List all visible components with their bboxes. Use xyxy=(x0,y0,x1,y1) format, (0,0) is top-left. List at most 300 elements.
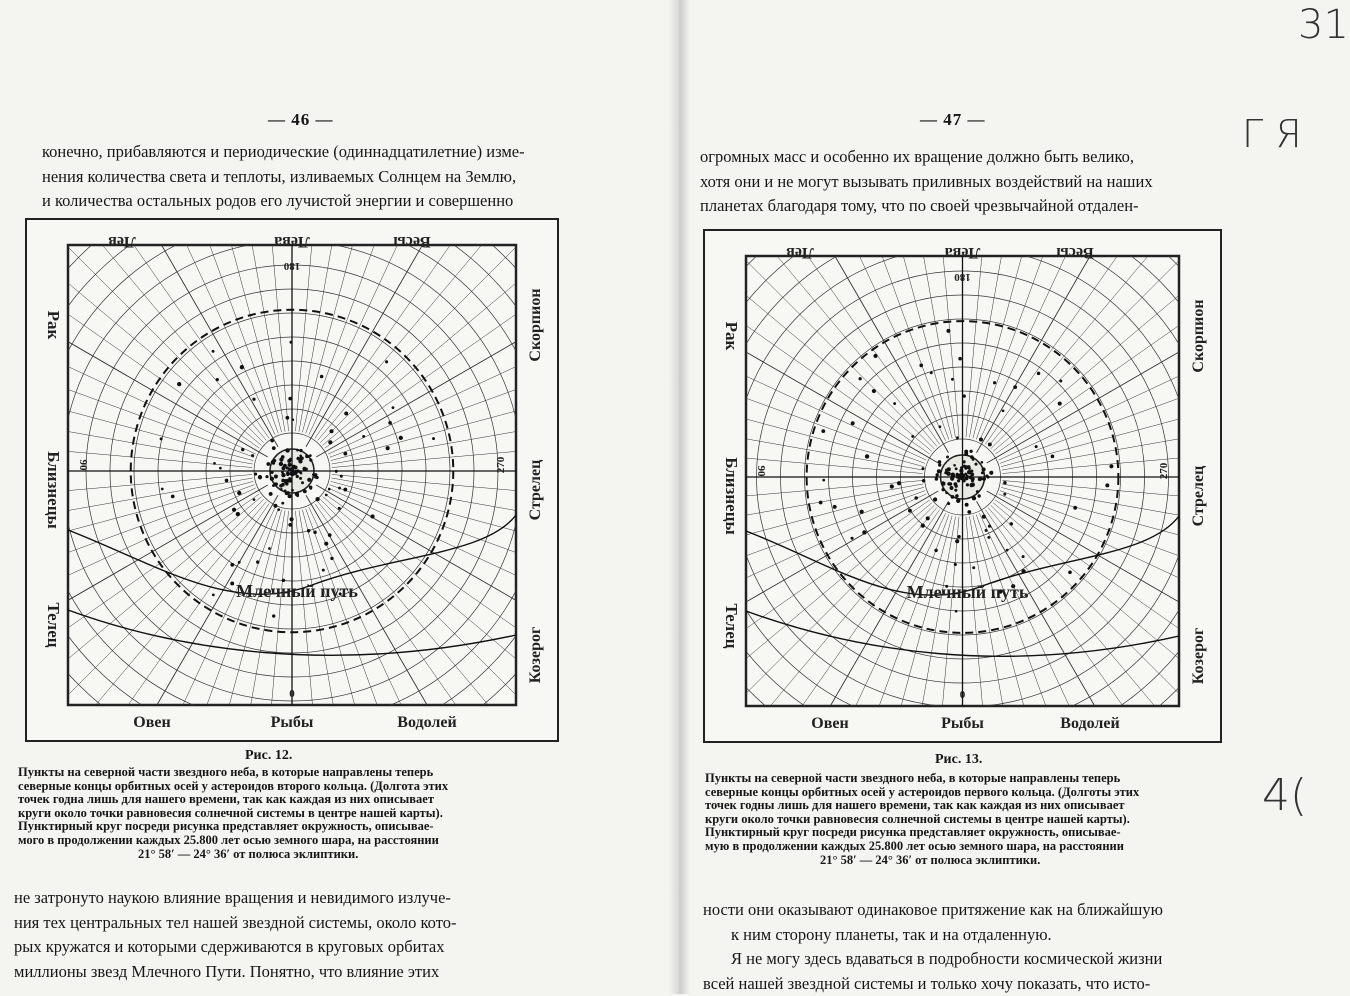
star-point xyxy=(285,416,289,420)
star-point xyxy=(285,448,289,452)
star-point xyxy=(328,533,332,537)
star-point xyxy=(833,505,837,509)
star-point xyxy=(822,479,825,482)
star-point xyxy=(1021,569,1025,573)
star-point xyxy=(970,472,974,476)
star-point xyxy=(964,473,967,476)
star-point xyxy=(309,459,312,462)
zodiac-label: Водолей xyxy=(397,714,456,731)
star-point xyxy=(307,529,310,532)
zodiac-label: Весы xyxy=(1056,244,1094,261)
star-point xyxy=(299,455,302,458)
star-point xyxy=(954,489,957,492)
star-point xyxy=(968,467,971,470)
text-line: нения количества света и теплоты, изливаемых Солнцем на Землю, xyxy=(42,165,562,190)
star-point xyxy=(238,561,241,564)
star-point xyxy=(982,515,986,519)
star-point xyxy=(971,477,975,481)
star-point xyxy=(289,458,292,461)
star-point xyxy=(972,566,975,569)
caption-line: Пунктирный круг посреди рисунка представляет окружность, описывае- xyxy=(705,826,1225,840)
star-point xyxy=(988,442,992,446)
zodiac-label: Телец xyxy=(44,602,63,647)
star-point xyxy=(1037,372,1040,375)
star-point xyxy=(954,563,957,566)
star-point xyxy=(987,476,990,479)
star-point xyxy=(957,479,960,482)
star-point xyxy=(1006,549,1009,552)
star-point xyxy=(252,398,255,401)
star-point xyxy=(981,461,984,464)
star-point xyxy=(291,489,294,492)
star-point xyxy=(963,465,966,468)
text-line: ния тех центральных тел нашей звездной системы, около кото- xyxy=(14,911,534,936)
star-point xyxy=(392,406,395,409)
figure-caption xyxy=(705,772,1225,867)
star-point xyxy=(251,454,254,457)
text-line: не затронуто наукою влияние вращения и невидимого излуче- xyxy=(14,886,534,911)
star-point xyxy=(313,530,317,534)
star-point xyxy=(985,529,988,532)
star-point xyxy=(908,509,912,513)
star-point xyxy=(230,582,234,586)
star-point xyxy=(288,397,292,401)
star-point xyxy=(237,491,241,495)
star-point xyxy=(970,455,974,459)
star-point xyxy=(959,469,963,473)
star-point xyxy=(270,439,274,443)
degree-label: 180 xyxy=(283,260,300,272)
zodiac-label: Лев xyxy=(108,233,136,250)
star-point xyxy=(432,437,435,440)
star-point xyxy=(1058,402,1062,406)
star-point xyxy=(897,481,901,485)
star-point xyxy=(299,477,302,480)
star-point xyxy=(338,487,341,490)
star-point xyxy=(978,477,982,481)
zodiac-label: Лева xyxy=(274,233,310,250)
star-point xyxy=(289,341,292,344)
text-line: огромных масс и особенно их вращение должно быть велико, xyxy=(700,145,1220,170)
degree-label: 270 xyxy=(495,456,507,473)
star-point xyxy=(269,492,273,496)
caption-line: 21° 58′ — 24° 36′ от полюса эклиптики. xyxy=(705,854,1225,868)
star-point xyxy=(340,475,343,478)
caption-line: круги около точки равновесия солнечной системы в центре нашей карты). xyxy=(18,807,538,821)
star-point xyxy=(933,497,937,501)
text-line: миллионы звезд Млечного Пути. Понятно, что влияние этих xyxy=(14,960,534,985)
star-point xyxy=(216,378,219,381)
star-point xyxy=(288,523,292,527)
star-point xyxy=(872,389,876,393)
handwritten-margin-note: Г Я xyxy=(1242,112,1302,156)
star-point xyxy=(388,421,392,425)
star-point xyxy=(256,560,259,563)
star-point xyxy=(967,510,971,514)
text-line: планетах благодаря тому, что по своей чрезвычайной отдален- xyxy=(700,194,1220,219)
zodiac-label: Овен xyxy=(811,715,848,732)
star-point xyxy=(303,489,307,493)
star-point xyxy=(265,475,268,478)
star-point xyxy=(284,490,287,493)
degree-label: 0 xyxy=(960,689,966,701)
star-point xyxy=(362,435,365,438)
star-point xyxy=(954,482,958,486)
caption-line: мого в продолжении каждых 25.800 лет осью земного шара, на расстоянии xyxy=(18,834,538,848)
star-point xyxy=(287,463,291,467)
star-point xyxy=(288,494,292,498)
star-point xyxy=(970,469,973,472)
star-point xyxy=(821,429,825,433)
star-point xyxy=(951,472,955,476)
star-point xyxy=(335,470,338,473)
star-point xyxy=(987,536,990,539)
star-point xyxy=(315,497,319,501)
star-point xyxy=(956,475,959,478)
zodiac-label: Стрелец xyxy=(527,460,544,521)
star-point xyxy=(953,464,956,467)
zodiac-label: Близнецы xyxy=(44,451,63,529)
zodiac-label: Овен xyxy=(133,714,170,731)
star-point xyxy=(277,508,280,511)
star-point xyxy=(322,569,325,572)
degree-label: 90 xyxy=(77,460,89,472)
star-map-figure xyxy=(22,215,562,745)
caption-line: Пункты на северной части звездного неба, в которые направлены теперь xyxy=(18,766,538,780)
star-point xyxy=(851,421,855,425)
star-point xyxy=(982,477,986,481)
star-point xyxy=(965,503,969,507)
star-point xyxy=(399,436,403,440)
star-point xyxy=(272,461,276,465)
star-point xyxy=(309,454,312,457)
star-point xyxy=(213,462,216,465)
star-point xyxy=(301,481,304,484)
star-point xyxy=(1059,379,1062,382)
star-point xyxy=(338,507,341,510)
top-paragraph xyxy=(700,145,1220,219)
star-point xyxy=(934,549,937,552)
top-paragraph xyxy=(42,140,562,214)
star-point xyxy=(955,610,958,613)
star-point xyxy=(290,469,294,473)
figure-title: Рис. 13. xyxy=(935,752,982,768)
star-point xyxy=(922,479,926,483)
star-point xyxy=(993,381,996,384)
star-point xyxy=(329,429,333,433)
star-point xyxy=(972,496,976,500)
text-line: к ним сторону планеты, так и на отдаленную. xyxy=(703,923,1223,948)
zodiac-label: Весы xyxy=(393,233,431,250)
zodiac-label: Рак xyxy=(44,311,63,340)
caption-line: точек годны лишь для нашего времени, так как каждая из них описывает xyxy=(705,799,1225,813)
star-point xyxy=(292,418,295,421)
star-point xyxy=(947,502,950,505)
star-point xyxy=(296,449,299,452)
star-point xyxy=(914,496,917,499)
star-point xyxy=(873,354,877,358)
caption-line: 21° 58′ — 24° 36′ от полюса эклиптики. xyxy=(18,848,538,862)
star-point xyxy=(268,547,271,550)
star-point xyxy=(919,364,923,368)
zodiac-label: Рыбы xyxy=(941,715,984,732)
star-point xyxy=(951,378,954,381)
star-point xyxy=(978,494,981,497)
star-point xyxy=(921,524,925,528)
star-point xyxy=(289,517,293,521)
star-point xyxy=(942,481,945,484)
milky-way-label: Млечный путь xyxy=(907,582,1029,602)
text-line: конечно, прибавляются и периодические (одиннадцатилетние) изме- xyxy=(42,140,562,165)
caption-line: Пунктирный круг посреди рисунка представляет окружность, описывае- xyxy=(18,820,538,834)
star-point xyxy=(324,542,328,546)
star-point xyxy=(1010,522,1014,526)
star-point xyxy=(922,467,925,470)
figure-title: Рис. 12. xyxy=(245,748,292,764)
milky-way-label: Млечный путь xyxy=(236,581,358,601)
zodiac-label: Лева xyxy=(945,244,981,261)
star-point xyxy=(941,488,944,491)
star-point xyxy=(281,471,284,474)
zodiac-label: Скорпион xyxy=(527,288,544,361)
star-point xyxy=(232,508,236,512)
handwritten-margin-note: 4( xyxy=(1262,770,1307,821)
star-point xyxy=(860,510,864,514)
star-point xyxy=(328,488,331,491)
star-point xyxy=(851,537,854,540)
star-point xyxy=(386,446,390,450)
bottom-paragraph xyxy=(14,886,534,984)
star-point xyxy=(962,394,965,397)
star-point xyxy=(307,478,311,482)
star-point xyxy=(1022,555,1025,558)
star-point xyxy=(273,504,277,508)
zodiac-label: Рак xyxy=(722,322,741,351)
star-point xyxy=(274,475,278,479)
star-point xyxy=(937,469,941,473)
star-point xyxy=(270,477,274,481)
star-point xyxy=(280,488,283,491)
star-point xyxy=(955,467,958,470)
star-point xyxy=(979,438,983,442)
star-point xyxy=(969,483,973,487)
star-point xyxy=(1003,481,1007,485)
star-point xyxy=(328,440,332,444)
star-point xyxy=(1035,445,1038,448)
star-point xyxy=(1002,409,1005,412)
star-point xyxy=(935,473,938,476)
star-point xyxy=(862,530,866,534)
star-point xyxy=(320,375,324,379)
star-point xyxy=(926,516,930,520)
star-point xyxy=(981,471,984,474)
star-point xyxy=(171,495,175,499)
star-point xyxy=(281,455,285,459)
zodiac-label: Телец xyxy=(722,603,741,648)
degree-label: 0 xyxy=(289,688,295,700)
caption-line: Пункты на северной части звездного неба, в которые направлены теперь xyxy=(705,772,1225,786)
star-point xyxy=(966,483,969,486)
star-point xyxy=(1003,493,1006,496)
star-point xyxy=(281,502,284,505)
star-point xyxy=(286,491,289,494)
figure-caption xyxy=(18,766,538,861)
star-point xyxy=(258,475,262,479)
star-point xyxy=(266,462,270,466)
star-point xyxy=(950,486,954,490)
star-point xyxy=(253,498,256,501)
star-point xyxy=(279,462,283,466)
star-point xyxy=(939,425,942,428)
degree-label: 90 xyxy=(755,466,767,478)
star-point xyxy=(958,357,962,361)
star-point xyxy=(938,460,942,464)
star-point xyxy=(298,458,301,461)
star-map-figure xyxy=(700,226,1225,746)
star-point xyxy=(1068,570,1072,574)
zodiac-label: Скорпион xyxy=(1190,299,1207,372)
bottom-paragraph xyxy=(703,898,1223,996)
star-point xyxy=(930,371,933,374)
star-point xyxy=(962,479,966,483)
star-point xyxy=(177,382,181,386)
star-point xyxy=(1073,506,1077,510)
star-point xyxy=(305,454,309,458)
star-point xyxy=(976,490,979,493)
text-line: хотя они и не могут вызывать приливных воздействий на наших xyxy=(700,170,1220,195)
star-point xyxy=(911,435,914,438)
zodiac-label: Козерог xyxy=(1190,628,1207,685)
star-point xyxy=(236,512,240,516)
star-point xyxy=(956,499,960,503)
star-point xyxy=(330,557,333,560)
star-point xyxy=(893,402,896,405)
zodiac-label: Водолей xyxy=(1060,715,1119,732)
zodiac-label: Лев xyxy=(786,244,814,261)
star-point xyxy=(988,525,991,528)
star-point xyxy=(370,514,374,518)
text-line: всей нашей звездной системы и только хочу показать, что исто- xyxy=(703,972,1223,996)
star-point xyxy=(344,411,348,415)
star-point xyxy=(272,614,275,617)
star-point xyxy=(225,479,229,483)
star-point xyxy=(283,479,286,482)
star-point xyxy=(819,501,823,505)
zodiac-label: Близнецы xyxy=(722,457,741,535)
zodiac-label: Стрелец xyxy=(1190,466,1207,527)
star-point xyxy=(281,473,285,477)
text-line: рых кружатся и которыми сдерживаются в круговых орбитах xyxy=(14,935,534,960)
star-point xyxy=(296,475,299,478)
degree-label: 180 xyxy=(954,271,971,283)
star-point xyxy=(975,463,978,466)
star-map xyxy=(700,226,1225,746)
star-point xyxy=(325,494,328,497)
text-line: ности они оказывают одинаковое притяжение как на ближайшую xyxy=(703,898,1223,923)
star-point xyxy=(212,350,215,353)
book-gutter xyxy=(668,0,690,994)
star-point xyxy=(1105,483,1109,487)
caption-line: северные концы орбитных осей у астероидов второго кольца. (Долгота этих xyxy=(18,780,538,794)
star-point xyxy=(945,491,948,494)
star-point xyxy=(241,448,244,451)
star-point xyxy=(273,482,277,486)
star-point xyxy=(300,472,303,475)
star-point xyxy=(289,477,292,480)
star-point xyxy=(293,472,296,475)
star-point xyxy=(385,360,388,363)
star-point xyxy=(281,466,285,470)
handwritten-corner-note: 31 xyxy=(1298,2,1349,48)
star-point xyxy=(935,477,938,480)
star-point xyxy=(212,593,215,596)
star-point xyxy=(1013,385,1017,389)
text-line: Я не могу здесь вдаваться в подробности космической жизни xyxy=(703,947,1223,972)
star-point xyxy=(1051,454,1055,458)
star-point xyxy=(343,488,347,492)
star-point xyxy=(982,467,986,471)
star-point xyxy=(859,377,862,380)
star-point xyxy=(286,473,289,476)
star-point xyxy=(272,446,276,450)
star-point xyxy=(946,329,950,333)
star-point xyxy=(955,494,959,498)
star-point xyxy=(161,488,164,491)
star-point xyxy=(254,472,257,475)
zodiac-label: Рыбы xyxy=(271,714,314,731)
degree-label: 270 xyxy=(1158,462,1170,479)
caption-line: мую в продолжении каждых 25.800 лет осью земного шара, на расстоянии xyxy=(705,840,1225,854)
star-point xyxy=(305,468,308,471)
text-line: и количества остальных родов его лучистой энергии и совершенно xyxy=(42,189,562,214)
star-point xyxy=(299,449,302,452)
caption-line: круги около точки равновесия солнечной системы в центре нашей карты). xyxy=(705,813,1225,827)
star-point xyxy=(865,454,869,458)
star-point xyxy=(343,452,347,456)
star-point xyxy=(160,437,163,440)
star-point xyxy=(230,563,234,567)
star-point xyxy=(957,535,960,538)
star-point xyxy=(270,471,273,474)
star-point xyxy=(945,469,948,472)
star-point xyxy=(890,484,894,488)
star-point xyxy=(962,460,965,463)
star-point xyxy=(964,452,968,456)
zodiac-label: Козерог xyxy=(527,627,544,684)
star-point xyxy=(314,473,318,477)
caption-line: точек годна лишь для нашего времени, так как каждая из них описывает xyxy=(18,793,538,807)
star-point xyxy=(969,450,972,453)
star-point xyxy=(956,436,959,439)
star-point xyxy=(219,467,222,470)
page-number: — 46 — xyxy=(268,110,334,130)
star-point xyxy=(296,494,299,497)
star-point xyxy=(989,471,993,475)
star-point xyxy=(961,475,964,478)
page-number: — 47 — xyxy=(920,110,986,130)
star-point xyxy=(938,463,941,466)
star-point xyxy=(281,483,285,487)
star-map xyxy=(22,215,562,745)
star-point xyxy=(951,495,955,499)
star-point xyxy=(240,365,244,369)
star-point xyxy=(946,456,949,459)
caption-line: северные концы орбитных осей у астероидов первого кольца. (Долготы этих xyxy=(705,786,1225,800)
star-point xyxy=(1109,464,1113,468)
star-point xyxy=(309,485,313,489)
star-point xyxy=(955,539,959,543)
star-point xyxy=(947,482,951,486)
